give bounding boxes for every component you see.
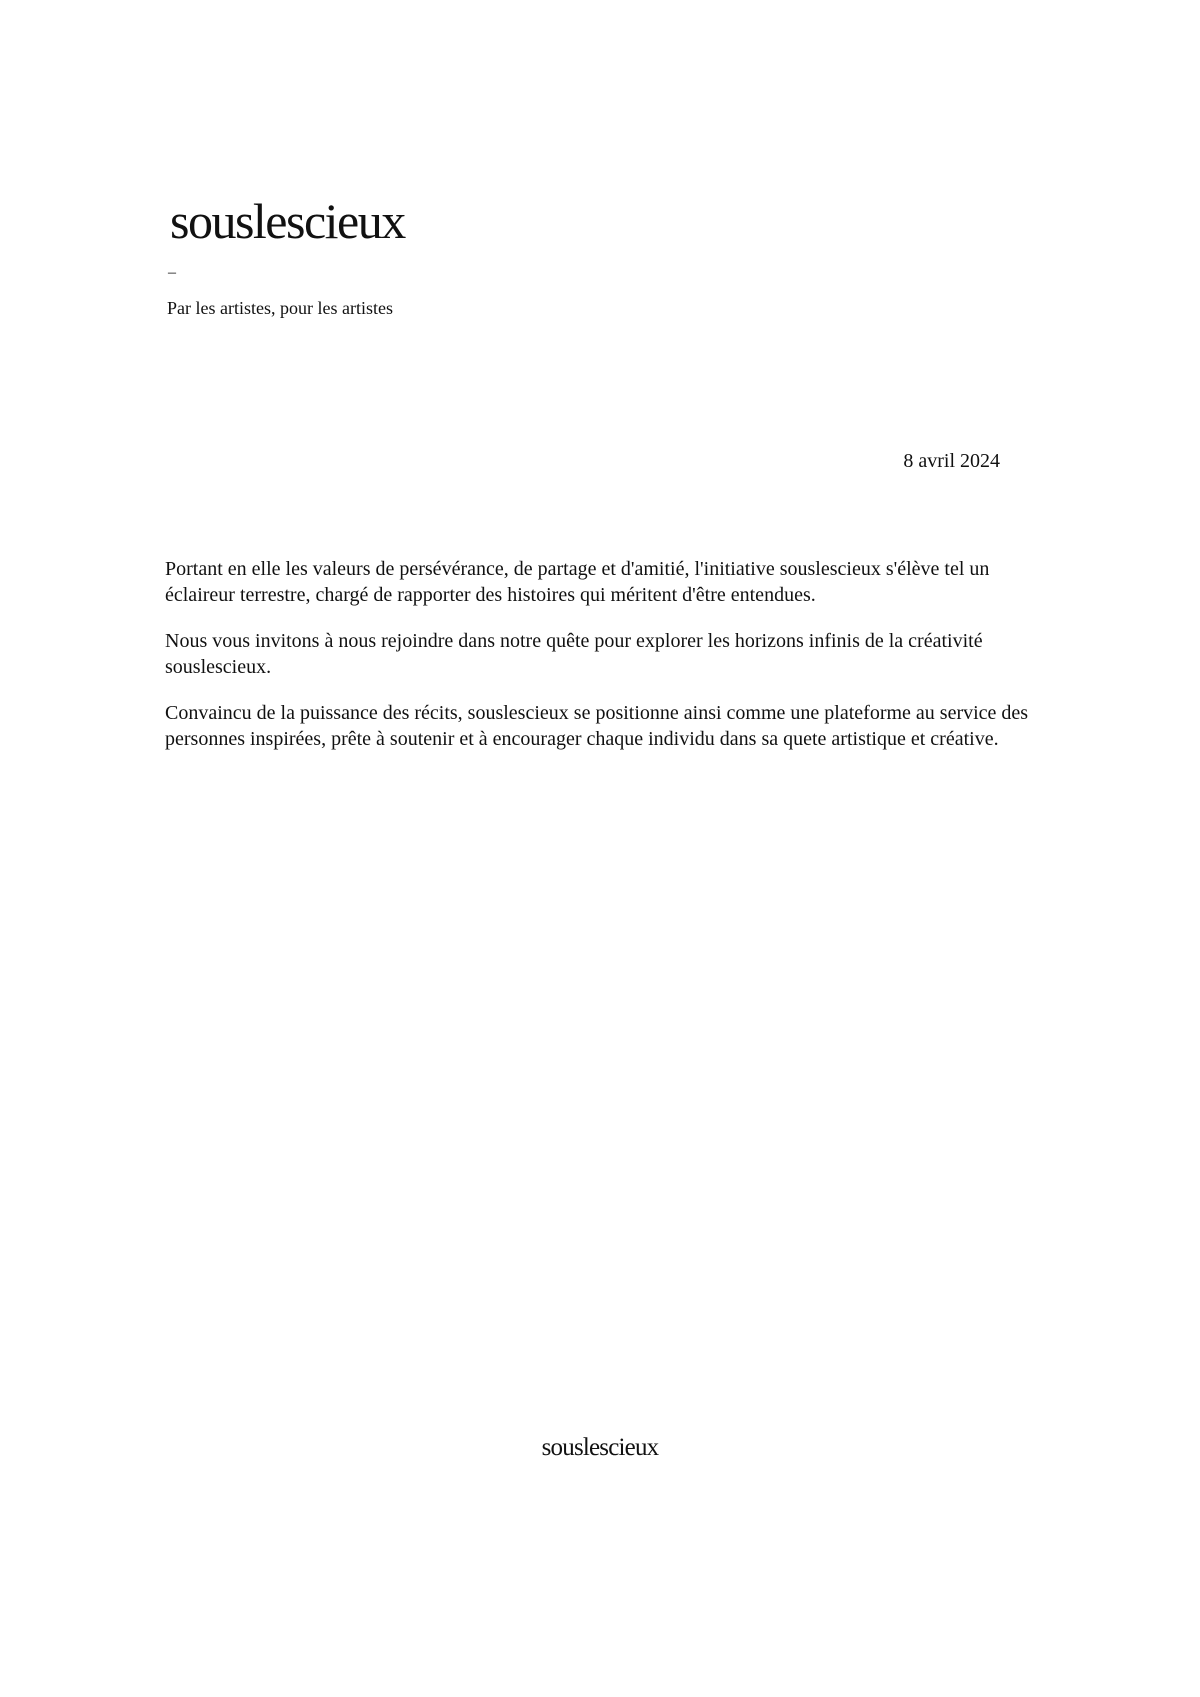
brand-tagline: Par les artistes, pour les artistes (167, 298, 393, 318)
body-paragraph: Nous vous invitons à nous rejoindre dans notre quête pour explorer les horizons infinis de la créativité souslescieux. (165, 630, 983, 678)
brand-title: souslescieux (170, 193, 405, 249)
letter-date: 8 avril 2024 (903, 450, 1000, 472)
footer-brand-logo: souslescieux (541, 1434, 659, 1461)
body-paragraph: Convaincu de la puissance des récits, souslescieux se positionne ainsi comme une plateforme au service des personnes inspirées, prête à soutenir et à encourager chaque individu dans sa quete artistique et créative. (165, 702, 1029, 750)
body-paragraph: Portant en elle les valeurs de persévérance, de partage et d'amitié, l'initiative souslescieux s'élève tel un éclaireur terrestre, chargé de rapporter des histoires qui méritent d'être entendues. (165, 558, 990, 606)
brand-dash: – (168, 264, 176, 281)
letter-body (165, 556, 1055, 772)
